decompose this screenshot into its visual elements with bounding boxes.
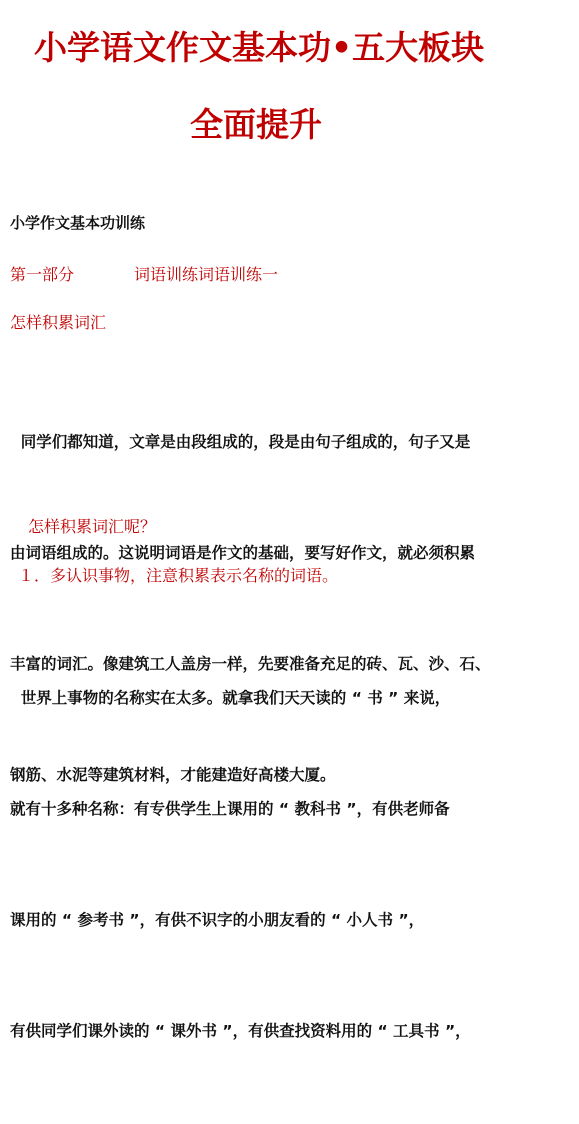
paragraph-2-line: 世界上事物的名称实在太多。就拿我们天天读的 “ 书 ” 来说，	[10, 689, 451, 707]
paragraph-1-line: 由词语组成的。这说明词语是作文的基础，要写好作文，就必须积累	[10, 544, 476, 562]
paragraph-1-line: 同学们都知道，文章是由段组成的，段是由句子组成的，句子又是	[10, 433, 471, 451]
paragraph-1-line: 丰富的词汇。像建筑工人盖房一样，先要准备充足的砖、瓦、沙、石、	[10, 655, 491, 673]
paragraph-2	[10, 606, 575, 1124]
part-label: 第一部分	[10, 265, 75, 284]
part-title: 词语训练词语训练一	[134, 265, 279, 284]
paragraph-1-line: 钢筋、水泥等建筑材料，才能建造好高楼大厦。	[10, 766, 336, 784]
paragraph-2-line: 就有十多种名称：有专供学生上课用的 “ 教科书 ”，有供老师备	[10, 800, 450, 818]
main-title-line-2: 全面提升	[190, 105, 322, 144]
paragraph-2-line: 课用的 “ 参考书 ”，有供不识字的小朋友看的 “ 小人书 ”，	[10, 911, 425, 929]
question-heading: 怎样积累词汇呢？	[28, 517, 157, 536]
point-1-heading: １．多认识事物，注意积累表示名称的词语。	[18, 566, 339, 585]
subtitle: 小学作文基本功训练	[10, 214, 146, 232]
main-title-line-1: 小学语文作文基本功•五大板块	[34, 28, 485, 67]
paragraph-2-line: 有供同学们课外读的 “ 课外书 ”，有供查找资料用的 “ 工具书 ”，	[10, 1022, 471, 1040]
section-heading: 怎样积累词汇	[10, 313, 107, 332]
